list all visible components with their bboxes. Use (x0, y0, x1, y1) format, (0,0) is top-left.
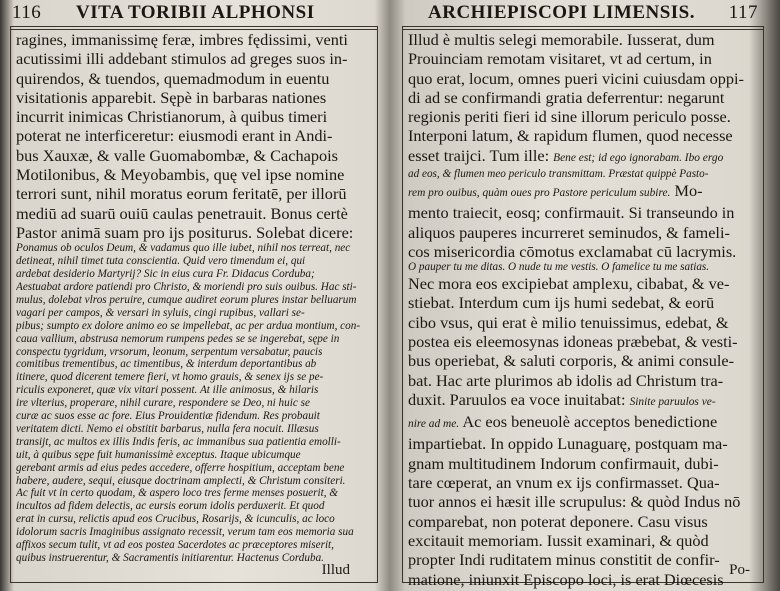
quotation-line: affixos secum tulit, vt ad eos postea Sacerdotes ac præceptores miserit, (16, 539, 334, 552)
roman-run: stiebat. Interdum cum ijs humi sedebat, & eorū (408, 293, 715, 313)
right-page (394, 0, 774, 591)
text-line: terrori sunt, nihil moratus eorum feritatē, per illorū (16, 184, 347, 204)
roman-run: Interponi latum, & rapidum flumen, quod necesse (408, 126, 733, 146)
text-line (408, 181, 760, 203)
text-line (408, 30, 760, 49)
text-line (408, 550, 760, 569)
text-line (408, 168, 760, 181)
quotation-line: mulus, dolebat vlros peruire, cumque audiret eorum plures instar belluarum (16, 293, 357, 306)
text-line: ragines, immanissimę feræ, imbres fędissimi, venti (16, 30, 348, 49)
quotation-line: Ponamus ob oculos Deum, & vadamus quo ille iubet, nihil nos terreat, nec (16, 242, 351, 255)
text-line (408, 203, 760, 222)
text-line: acutissimi illi addebant stimulos ad greges suos in- (16, 49, 348, 69)
roman-run: quo erat, locum, omnes pueri vicini cuiusdam oppi- (408, 68, 744, 88)
text-line: Motilonibus, & Meyobambis, quę vel ipse nomine (16, 165, 345, 185)
text-line (408, 454, 760, 473)
roman-run: regionis periti fieri id sine illorum periculo posse. (408, 107, 731, 127)
quotation-line: habere, audere, sequi, eiusque doctrinam amplecti, & Christum consiteri. (16, 474, 346, 487)
right-body-text (408, 30, 760, 589)
roman-run: duxit. Paruulos ea voce inuitabat: (408, 389, 630, 409)
quotation-line: ire vlterius, properare, nihil curare, respondere se Deo, ni huic se (16, 397, 310, 410)
running-title-left: VITA TORIBII ALPHONSI (76, 2, 315, 23)
quotation-line: erat in cursu, relictis apud eos Crucibus, Rosarijs, & icunculis, ac loco (16, 513, 335, 526)
roman-run: Prouinciam remotam visitaret, vt ad certum, in (408, 49, 712, 69)
quotation-line: detineat, nihil timet tuta conscientia. Quid vero timendum ei, qui (16, 255, 306, 268)
quotation-line: gerebant armis ad eius pedes accedere, offerre hospitium, acceptam bene (16, 461, 345, 474)
quotation-line: riculis exponeret, quæ vix vitari possent. At ille animosus, & hilaris (16, 384, 319, 397)
roman-run: mento traiecit, eosq; confirmauit. Si transeundo in (408, 203, 735, 223)
roman-run: bat. Hac arte plurimos ab idolis ad Christum tra- (408, 370, 724, 390)
quotation-line: veritatem dicti. Nemo ei obstitit barbarus, nulla fera nocuit. Illæsus (16, 422, 319, 435)
text-line (408, 351, 760, 370)
roman-run: di ad se confirmandi gratia deferrentur: negarunt (408, 87, 725, 107)
roman-run: esset traijci. Tum ille: (408, 145, 554, 165)
roman-run: postea eis eleemosynas idoneas præbebat, & vesti- (408, 331, 738, 351)
left-page (6, 0, 384, 591)
quotation-line: conspectu tygridum, vrsorum, leonum, serpentum versabatur, paucis (16, 345, 323, 358)
text-line (408, 126, 760, 145)
text-line (408, 473, 760, 492)
text-line (408, 371, 760, 390)
text-line (408, 293, 760, 312)
text-line (408, 390, 760, 412)
text-line: bus Xauxæ, & valle Guomabombæ, & Cachapois (16, 145, 338, 165)
roman-run: impartiebat. In oppido Lunaguarę, postquam ma- (408, 434, 728, 454)
quotation-line: itinere, quod dicerent temere fieri, vt homo grauis, & senex ijs se pe- (16, 371, 324, 384)
roman-run: Ac eos beneuolè acceptos benedictione (459, 412, 718, 432)
running-head-right (394, 2, 774, 28)
text-line (408, 434, 760, 453)
page-number-left: 116 (12, 2, 42, 23)
roman-run: gnam multitudinem Indorum confirmauit, dubi- (408, 453, 719, 473)
roman-run: bus operiebat, & saluti corporis, & animi consule- (408, 351, 735, 371)
left-body-text (16, 30, 374, 565)
text-line (408, 412, 760, 434)
quotation-line: curæ ac suos esse ac fore. Eius Prouidentiæ fidendum. Res probauit (16, 410, 320, 423)
roman-run: Mo- (670, 180, 703, 200)
running-head-left (6, 2, 384, 28)
text-line (408, 313, 760, 332)
text-line (408, 492, 760, 511)
page-number-right: 117 (728, 2, 758, 23)
running-title-right: ARCHIEPISCOPI LIMENSIS. (428, 2, 695, 23)
roman-run: comparebat, non poterat deponere. Casu visus (408, 511, 708, 531)
italic-run: Bene est; id ego ignorabam. Ibo ergo (553, 151, 724, 164)
quotation-line: Aestuabat ardore patiendi pro Christo, & moriendi pro suis ouibus. Hac sti- (16, 280, 357, 293)
text-line (408, 570, 760, 589)
roman-run: Nec mora eos excipiebat amplexu, cibabat, & ve- (408, 274, 730, 294)
quotation-line: quibus instruerentur, & Sacramentis initiarentur. Hactenus Corduba. (16, 552, 324, 565)
italic-run: Sinite paruulos ve- (629, 395, 716, 408)
text-line (408, 242, 760, 261)
quotation-line: incultos ad fidem delectis, ac eursis eorum idolis perduxerit. Et quod (16, 500, 325, 513)
text-line (408, 69, 760, 88)
quotation-line: uit, à quibus sępe fuit humanissimè exceptus. Itaque ubicumque (16, 448, 301, 461)
quotation-line: caua vallium, abstrusa nemorum rumpens pedes se se ingerebat, sępe in (16, 332, 340, 345)
italic-run: ad eos, & flumen meo periculo transmittam. Præstat quippè Pasto- (408, 168, 709, 181)
roman-run: propter Indi ruditatem minus constitit de confir- (408, 550, 720, 570)
quotation-line: comitibus trementibus, ac timentibus, & interdum deportantibus ab (16, 358, 317, 371)
text-line (408, 332, 760, 351)
text-line (408, 146, 760, 168)
text-line: Pastor animā suam pro ijs positurus. Solebat dicere: (16, 222, 354, 242)
text-line (408, 512, 760, 531)
text-line: mediū ad suarū ouiū caulas penetrauit. Bonus certè (16, 203, 348, 223)
catchword-left: Illud (321, 562, 350, 578)
roman-run: Illud è multis selegi memorabile. Iusserat, dum (408, 30, 715, 49)
quotation-line: transijt, ac multos ex illis Indis feris, ac immanibus sua patientia emolli- (16, 435, 341, 448)
roman-run: cibo vsus, qui erat è milio tenuissimus, edebat, & (408, 312, 729, 332)
roman-run: tuor annos ei hæsit ille scrupulus: & quòd Indus nō (408, 492, 741, 512)
text-line (408, 261, 760, 274)
roman-run: tare cœperat, an vnum ex ijs confirmasset. Qua- (408, 473, 720, 493)
text-line (408, 107, 760, 126)
quotation-line: ardebat desiderio Martyrij? Sic in eius cura Fr. Didacus Corduba; (16, 268, 315, 281)
roman-run: cos misericordia cōmotus exclamabat cū lacrymis. (408, 241, 737, 261)
text-line (408, 49, 760, 68)
roman-run: excitauit memoriam. Iussit examinari, & quòd (408, 530, 709, 550)
text-line (408, 223, 760, 242)
text-line (408, 88, 760, 107)
quotation-line: Ac fuit vt in certo quodam, & aspero loco tres ferme menses posuerit, & (16, 487, 339, 500)
quotation-line: pibus; sumpto ex dolore animo eo se impellebat, ac per ardua montium, con- (16, 319, 361, 332)
text-line (408, 274, 760, 293)
text-line: visitationis apparebit. Sępè in barbaras nationes (16, 87, 327, 107)
roman-run: matione, iniunxit Episcopo loci, is erat Diœcesis (408, 569, 724, 589)
text-line (408, 531, 760, 550)
text-line: quirendos, & tuendos, quemadmodum in euentu (16, 68, 330, 88)
text-line: poterat ne interficeretur: eiusmodi erant in Andi- (16, 126, 333, 146)
text-line: incurrit inimicas Christianorum, à quibus timeri (16, 107, 328, 127)
italic-run: rem pro ouibus, quàm oues pro Pastore periculum subire. (408, 186, 671, 199)
catchword-right: Po- (729, 562, 750, 578)
quotation-line: idolorum sacris Imaginibus assignato recessit, verum tam eos memoria sua (16, 526, 354, 539)
roman-run: aliquos pauperes incurreret seminudos, & fameli- (408, 222, 730, 242)
italic-run: O pauper tu me ditas. O nude tu me vestis. O famelice tu me satias. (408, 261, 710, 274)
italic-run: nire ad me. (408, 418, 460, 431)
quotation-line: vagari per campos, & versari in syluis, cingi rupibus, vallari se- (16, 306, 305, 319)
